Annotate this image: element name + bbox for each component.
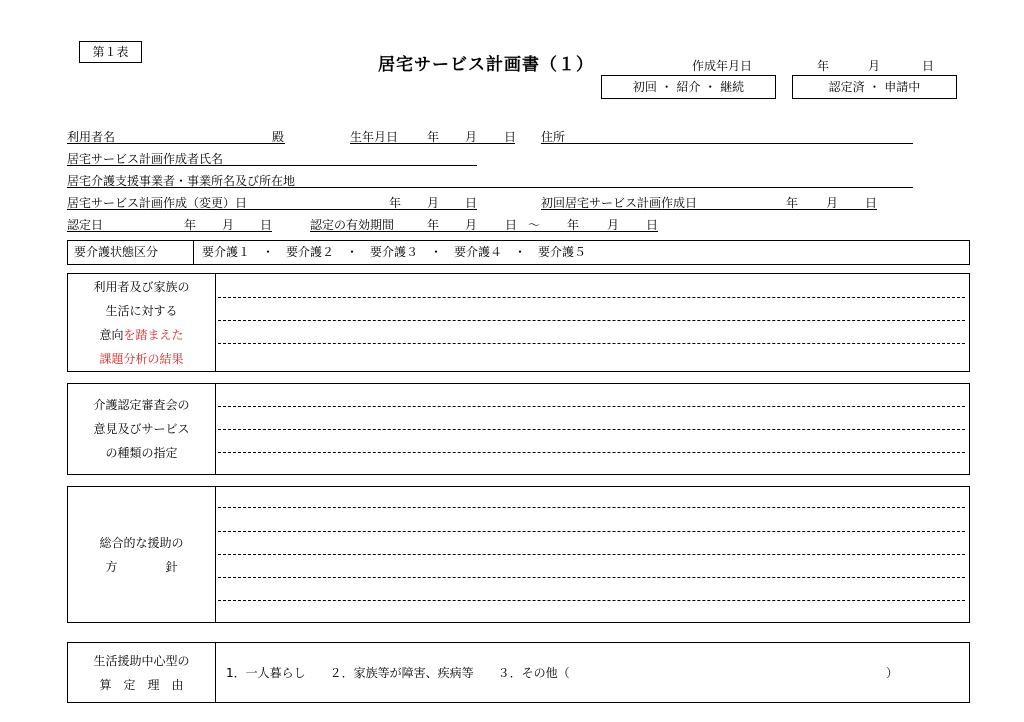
user-name-label: 利用者名 — [67, 130, 116, 144]
planner-name-label: 居宅サービス計画作成者氏名 — [67, 152, 224, 166]
dashed-line — [218, 429, 965, 430]
plan-year: 年 — [389, 196, 402, 210]
cert-month: 月 — [222, 218, 235, 232]
first-plan-date-field[interactable] — [541, 194, 877, 210]
section-reason — [67, 642, 970, 703]
birthdate-label: 生年月日 — [350, 130, 399, 144]
cert-status-options: 認定済 ・ 申請中 — [828, 80, 921, 94]
plan-type-options: 初回 ・ 紹介 ・ 継続 — [632, 80, 745, 94]
policy-line2: 方 針 — [105, 559, 178, 574]
birth-day: 日 — [504, 130, 517, 144]
address-field[interactable] — [541, 128, 913, 144]
dashed-line — [218, 577, 965, 578]
planner-name-field[interactable] — [67, 150, 477, 166]
plan-date-field[interactable] — [67, 194, 477, 210]
validity-start-month: 月 — [465, 218, 478, 232]
dashed-line — [218, 531, 965, 532]
validity-field[interactable] — [310, 216, 658, 232]
reason-options[interactable] — [226, 643, 969, 702]
dashed-line — [218, 343, 965, 344]
cert-year: 年 — [184, 218, 197, 232]
opinion-line3: の種類の指定 — [105, 446, 178, 460]
birth-year: 年 — [427, 130, 440, 144]
validity-label: 認定の有効期間 — [310, 218, 395, 232]
first-month: 月 — [826, 196, 839, 210]
honorific: 殿 — [272, 130, 285, 144]
reason-close-paren: ） — [886, 666, 899, 680]
validity-start-day: 日 — [505, 218, 518, 232]
dashed-line — [218, 507, 965, 508]
policy-line1: 総合的な援助の — [99, 535, 184, 550]
reason-line1: 生活援助中心型の — [93, 653, 190, 668]
intent-line3b: を踏まえた — [123, 327, 184, 342]
first-day: 日 — [865, 196, 878, 210]
dashed-line — [218, 600, 965, 601]
provider-label: 居宅介護支援事業者・事業所名及び所在地 — [67, 174, 296, 188]
plan-day: 日 — [465, 196, 478, 210]
first-year: 年 — [786, 196, 799, 210]
created-date-label: 作成年月日 — [692, 59, 753, 73]
opinion-line1: 介護認定審査会の — [93, 398, 190, 412]
section-intent-label — [68, 274, 216, 371]
dashed-line — [218, 452, 965, 453]
section-policy — [67, 486, 970, 623]
plan-month: 月 — [427, 196, 440, 210]
dashed-line — [218, 406, 965, 407]
created-month: 月 — [868, 59, 881, 73]
reason-line2: 算 定 理 由 — [99, 677, 184, 692]
birth-month: 月 — [465, 130, 478, 144]
birthdate-field[interactable] — [350, 128, 515, 144]
opinion-line2: 意見及びサービス — [93, 422, 190, 436]
dashed-line — [218, 320, 965, 321]
plan-date-label: 居宅サービス計画作成（変更）日 — [67, 196, 248, 210]
address-label: 住所 — [541, 130, 566, 144]
intent-line3a: 意向 — [99, 327, 124, 342]
cert-date-field[interactable] — [67, 216, 272, 232]
reason-options-text: 1．一人暮らし ２．家族等が障害、疾病等 ３．その他（ — [226, 666, 570, 680]
plan-type-box[interactable] — [601, 75, 776, 99]
section-reason-label — [68, 643, 216, 702]
section-opinion — [67, 383, 970, 475]
care-level-options: 要介護１ ・ 要介護２ ・ 要介護３ ・ 要介護４ ・ 要介護５ — [202, 245, 587, 259]
form-number: 第１表 — [92, 45, 129, 59]
tilde: ～ — [528, 218, 541, 232]
created-year: 年 — [817, 59, 830, 73]
intent-line4: 課題分析の結果 — [99, 351, 184, 366]
user-name-field[interactable] — [67, 128, 285, 144]
section-intent — [67, 273, 970, 372]
form-number-box — [79, 41, 142, 63]
intent-input-area[interactable] — [216, 274, 969, 371]
cert-status-box[interactable] — [792, 75, 957, 99]
cert-day: 日 — [260, 218, 273, 232]
intent-line3 — [99, 323, 183, 347]
section-opinion-label — [68, 384, 216, 474]
intent-line2: 生活に対する — [105, 303, 178, 318]
dashed-line — [218, 554, 965, 555]
dashed-line — [218, 297, 965, 298]
validity-end-month: 月 — [607, 218, 620, 232]
cert-date-label: 認定日 — [67, 218, 104, 232]
validity-start-year: 年 — [427, 218, 440, 232]
validity-end-day: 日 — [646, 218, 659, 232]
section-policy-label — [68, 487, 216, 622]
intent-line1: 利用者及び家族の — [93, 279, 190, 294]
validity-end-year: 年 — [567, 218, 580, 232]
provider-field[interactable] — [67, 172, 913, 188]
page-title: 居宅サービス計画書（１） — [378, 55, 594, 75]
care-level-label — [68, 241, 194, 264]
care-level-label-text: 要介護状態区分 — [74, 245, 159, 259]
first-plan-label: 初回居宅サービス計画作成日 — [541, 196, 698, 210]
care-level-row[interactable] — [67, 240, 970, 265]
created-day: 日 — [922, 59, 935, 73]
